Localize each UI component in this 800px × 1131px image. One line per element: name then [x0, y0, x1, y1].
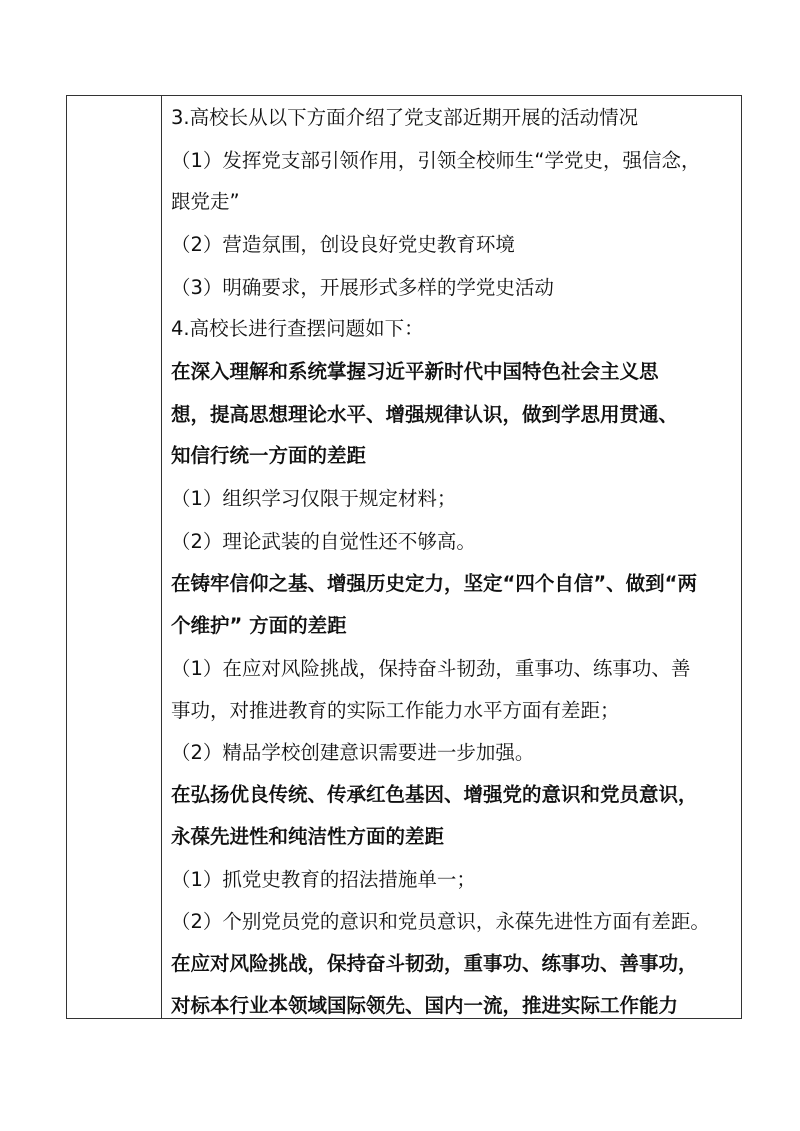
text-line: （2）精品学校创建意识需要进一步加强。	[171, 741, 535, 764]
text-line: （2）营造氛围，创设良好党史教育环境	[171, 233, 515, 256]
text-line: 事功，对推进教育的实际工作能力水平方面有差距；	[171, 699, 620, 722]
text-line: （1）在应对风险挑战，保持奋斗韧劲，重事功、练事功、善	[171, 657, 691, 680]
text-line-bold: 在弘扬优良传统、传承红色基因、增强党的意识和党员意识，	[171, 783, 698, 806]
text-line-bold: 在深入理解和系统掌握习近平新时代中国特色社会主义思	[171, 360, 659, 383]
text-line: 3.高校长从以下方面介绍了党支部近期开展的活动情况	[171, 106, 639, 129]
text-line: （1）组织学习仅限于规定材料；	[171, 487, 457, 510]
text-line-bold: 在铸牢信仰之基、增强历史定力，坚定“四个自信”、做到“两	[171, 572, 697, 595]
text-line-bold: 在应对风险挑战，保持奋斗韧劲，重事功、练事功、善事功，	[171, 952, 698, 975]
text-line: （2）个别党员党的意识和党员意识，永葆先进性方面有差距。	[171, 910, 710, 933]
text-line-bold: 对标本行业本领域国际领先、国内一流，推进实际工作能力	[171, 994, 679, 1017]
text-line: （2）理论武装的自觉性还不够高。	[171, 530, 476, 553]
text-line: （1）发挥党支部引领作用，引领全校师生“学党史，强信念，	[171, 149, 701, 172]
text-line-bold: 想，提高思想理论水平、增强规律认识，做到学思用贯通、	[171, 403, 679, 426]
text-line-bold: 知信行统一方面的差距	[171, 444, 367, 467]
content-cell	[171, 96, 733, 1018]
text-line: 跟党走”	[171, 190, 240, 213]
text-line-bold: 个维护” 方面的差距	[171, 614, 347, 637]
text-line: （3）明确要求，开展形式多样的学党史活动	[171, 276, 554, 299]
document-table	[66, 95, 742, 1019]
label-column	[67, 96, 162, 1018]
text-line: （1）抓党史教育的招法措施单一；	[171, 868, 476, 891]
text-line-bold: 永葆先进性和纯洁性方面的差距	[171, 825, 445, 848]
text-line: 4.高校长进行查摆问题如下：	[171, 317, 424, 340]
